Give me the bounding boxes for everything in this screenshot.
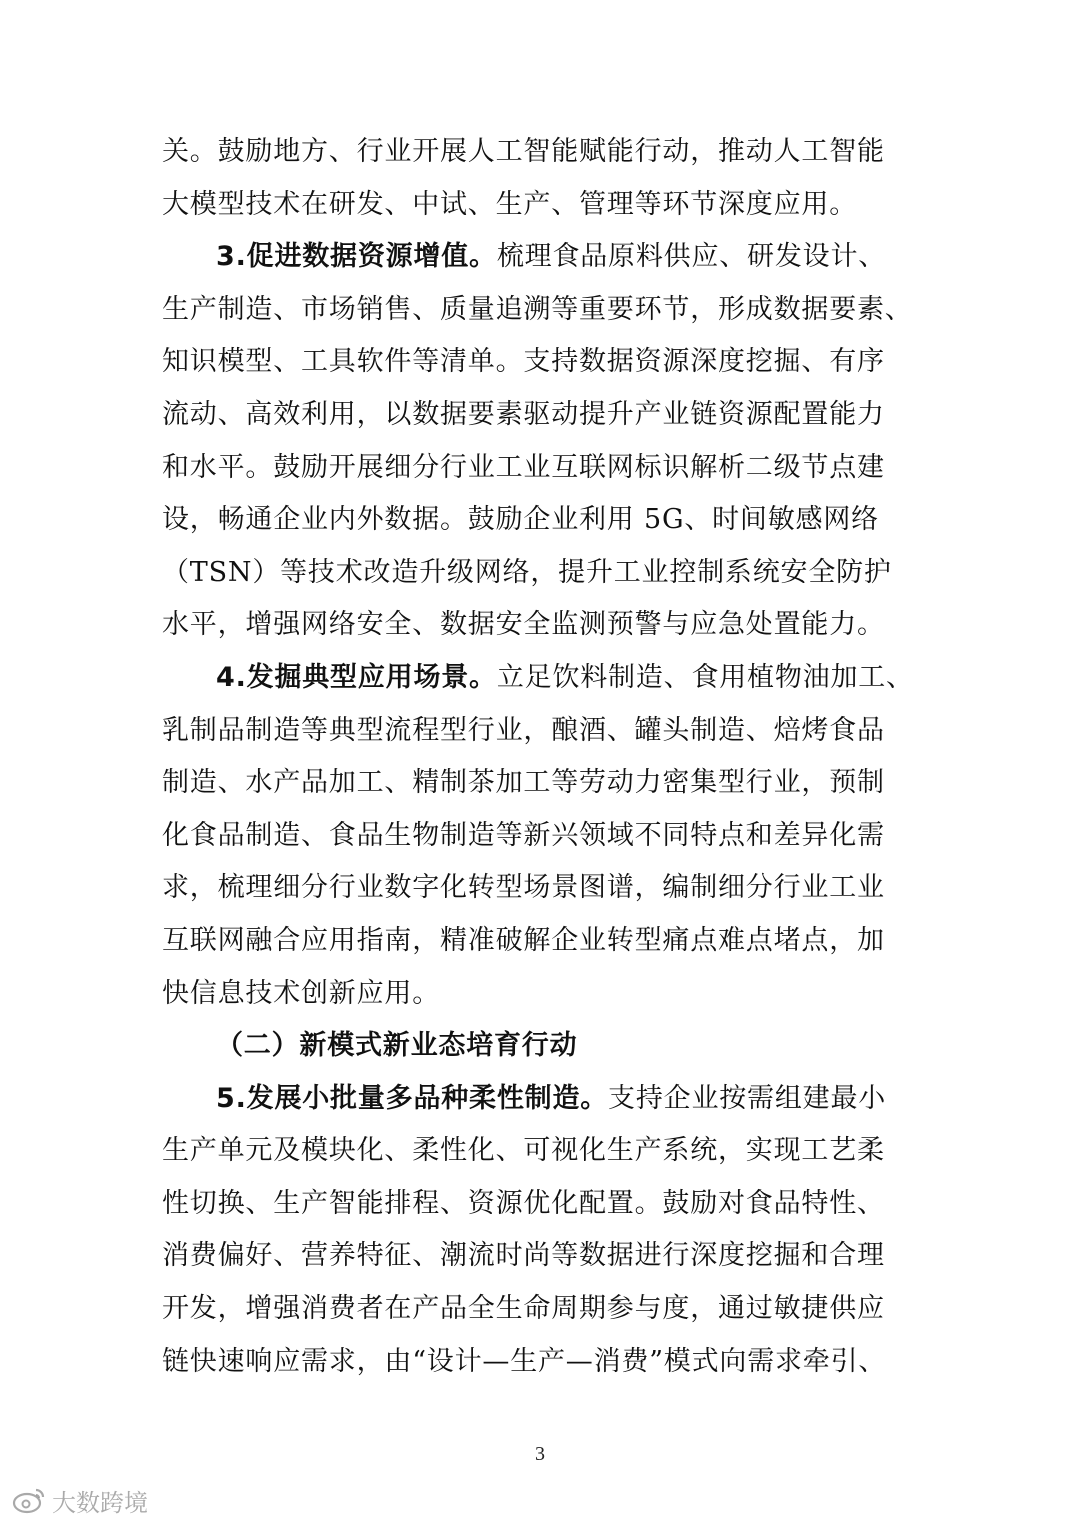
weibo-logo-icon xyxy=(12,1486,46,1514)
text-line xyxy=(162,1073,922,1126)
line-text: 乳制品制造等典型流程型行业，酿酒、罐头制造、焙烤食品 xyxy=(162,714,885,746)
text-line xyxy=(162,1020,922,1073)
line-text: 化食品制造、食品生物制造等新兴领域不同特点和差异化需 xyxy=(162,819,885,851)
text-line xyxy=(162,442,922,495)
line-text: 求，梳理细分行业数字化转型场景图谱，编制细分行业工业 xyxy=(162,872,885,904)
section-heading: 5.发展小批量多品种柔性制造。 xyxy=(216,1082,609,1114)
line-text: 消费偏好、营养特征、潮流时尚等数据进行深度挖掘和合理 xyxy=(162,1240,885,1272)
text-line xyxy=(162,652,922,705)
text-line xyxy=(162,1283,922,1336)
line-text: 生产制造、市场销售、质量追溯等重要环节，形成数据要素、 xyxy=(162,293,913,325)
line-text: 互联网融合应用指南，精准破解企业转型痛点难点堵点，加 xyxy=(162,924,885,956)
line-text: 梳理食品原料供应、研发设计、 xyxy=(496,241,887,273)
line-text: 支持企业按需组建最小 xyxy=(608,1082,887,1114)
line-text: 知识模型、工具软件等清单。支持数据资源深度挖掘、有序 xyxy=(162,346,885,378)
text-line xyxy=(162,1125,922,1178)
line-text: （TSN）等技术改造升级网络，提升工业控制系统安全防护 xyxy=(162,556,892,588)
line-text: 生产单元及模块化、柔性化、可视化生产系统，实现工艺柔 xyxy=(162,1135,885,1167)
text-line xyxy=(162,231,922,284)
text-line xyxy=(162,336,922,389)
line-text: 大模型技术在研发、中试、生产、管理等环节深度应用。 xyxy=(162,188,857,220)
line-text: 流动、高效利用，以数据要素驱动提升产业链资源配置能力 xyxy=(162,398,885,430)
line-text: 开发，增强消费者在产品全生命周期参与度，通过敏捷供应 xyxy=(162,1293,885,1325)
text-line xyxy=(162,915,922,968)
text-line xyxy=(162,757,922,810)
line-text: 链快速响应需求，由“设计—生产—消费”模式向需求牵引、 xyxy=(162,1345,887,1377)
page-number: 3 xyxy=(535,1443,545,1465)
text-line xyxy=(162,1230,922,1283)
section-heading: 3.促进数据资源增值。 xyxy=(216,241,497,273)
line-text: 水平，增强网络安全、数据安全监测预警与应急处置能力。 xyxy=(162,609,885,641)
line-text: 和水平。鼓励开展细分行业工业互联网标识解析二级节点建 xyxy=(162,451,885,483)
document-body xyxy=(162,126,922,1388)
line-text: 性切换、生产智能排程、资源优化配置。鼓励对食品特性、 xyxy=(162,1187,885,1219)
text-line xyxy=(162,705,922,758)
text-line xyxy=(162,547,922,600)
line-text: 快信息技术创新应用。 xyxy=(162,977,440,1009)
section-heading: 4.发掘典型应用场景。 xyxy=(216,661,497,693)
text-line xyxy=(162,126,922,179)
section-heading: （二）新模式新业态培育行动 xyxy=(216,1030,578,1062)
line-text: 设，畅通企业内外数据。鼓励企业利用 5G、时间敏感网络 xyxy=(162,504,879,536)
text-line xyxy=(162,1336,922,1389)
line-text: 立足饮料制造、食用植物油加工、 xyxy=(496,661,914,693)
text-line xyxy=(162,862,922,915)
text-line xyxy=(162,810,922,863)
text-line xyxy=(162,1178,922,1231)
line-text: 制造、水产品加工、精制茶加工等劳动力密集型行业，预制 xyxy=(162,767,885,799)
text-line xyxy=(162,284,922,337)
watermark xyxy=(12,1484,148,1516)
text-line xyxy=(162,179,922,232)
watermark-text: 大数跨境 xyxy=(52,1488,148,1517)
text-line xyxy=(162,494,922,547)
text-line xyxy=(162,389,922,442)
text-line xyxy=(162,968,922,1021)
text-line xyxy=(162,599,922,652)
line-text: 关。鼓励地方、行业开展人工智能赋能行动，推动人工智能 xyxy=(162,136,885,167)
